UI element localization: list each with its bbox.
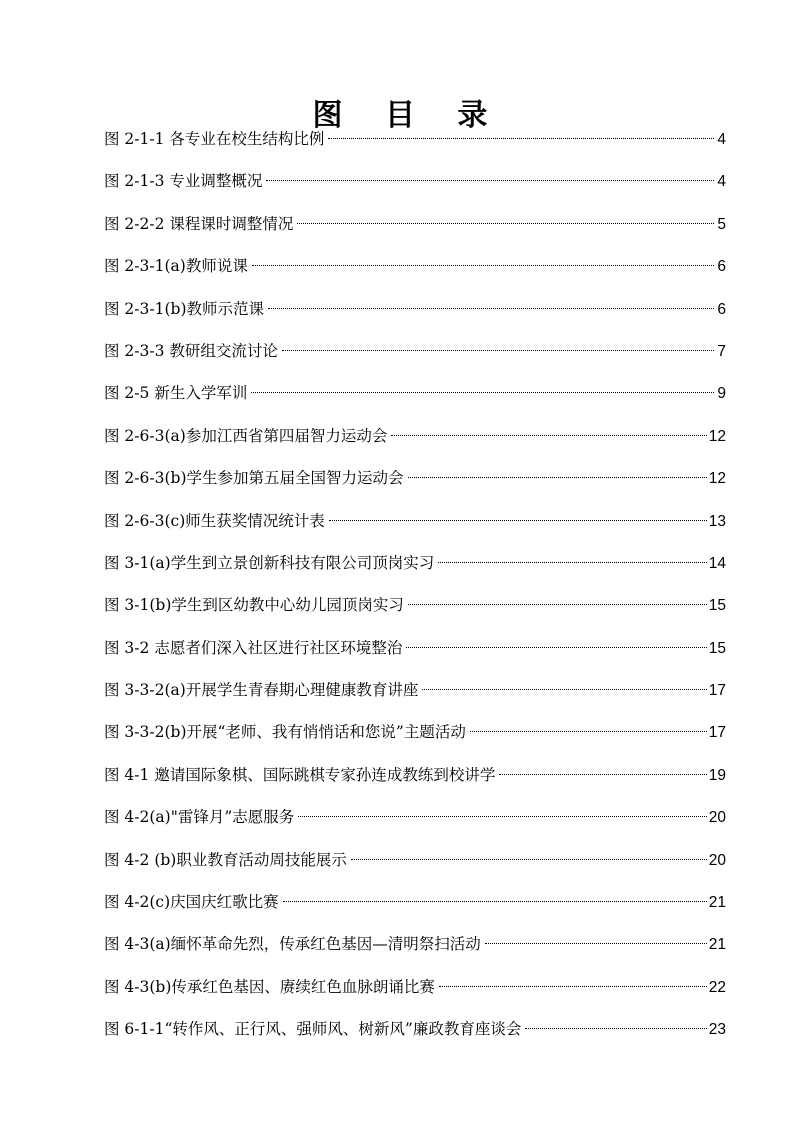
toc-entry-title: 图 2-3-1(a)教师说课	[104, 257, 248, 276]
toc-entry-title: 图 3-3-2(b)开展“老师、我有悄悄话和您说”主题活动	[104, 723, 466, 742]
toc-entry-page-number: 20	[708, 809, 726, 827]
toc-entry-page-number: 23	[708, 1021, 726, 1039]
dot-leader	[351, 859, 707, 860]
dot-leader	[328, 138, 714, 139]
toc-entry-page-number: 13	[708, 512, 726, 530]
toc-entry[interactable]	[104, 846, 726, 888]
dot-leader	[408, 604, 707, 605]
toc-entry-page-number: 9	[717, 385, 726, 403]
toc-entry[interactable]	[104, 761, 726, 803]
toc-entry[interactable]	[104, 167, 726, 209]
toc-entry-title: 图 4-3(a)缅怀革命先烈，传承红色基因—清明祭扫活动	[104, 935, 481, 954]
toc-entry[interactable]	[104, 1015, 726, 1057]
toc-entry-page-number: 4	[717, 173, 726, 191]
toc-entry-page-number: 15	[708, 639, 726, 657]
dot-leader	[406, 647, 706, 648]
toc-entry-page-number: 12	[708, 427, 726, 445]
dot-leader	[470, 731, 707, 732]
dot-leader	[298, 816, 706, 817]
toc-entry-page-number: 6	[717, 300, 726, 318]
toc-entry-page-number: 4	[717, 131, 726, 148]
dot-leader	[266, 180, 714, 181]
toc-entry-title: 图 4-2(a)"雷锋月”志愿服务	[104, 808, 295, 827]
toc-entry[interactable]	[104, 125, 726, 167]
dot-leader	[329, 520, 707, 521]
dot-leader	[283, 901, 707, 902]
toc-entry-title: 图 2-2-2 课程课时调整情况	[104, 214, 294, 233]
toc-entry[interactable]	[104, 549, 726, 591]
dot-leader	[391, 435, 706, 436]
toc-entry-title: 图 2-1-1 各专业在校生结构比例	[104, 130, 325, 148]
toc-entry[interactable]	[104, 295, 726, 337]
toc-entry[interactable]	[104, 888, 726, 930]
toc-entry-title: 图 2-1-3 专业调整概况	[104, 172, 263, 191]
toc-entry[interactable]	[104, 464, 726, 506]
figure-list	[104, 125, 726, 1058]
toc-entry-page-number: 22	[708, 978, 726, 996]
toc-entry-title: 图 4-2(c)庆国庆红歌比赛	[104, 893, 279, 912]
toc-entry[interactable]	[104, 591, 726, 633]
toc-entry[interactable]	[104, 718, 726, 760]
dot-leader	[297, 223, 714, 224]
dot-leader	[282, 350, 714, 351]
toc-entry-title: 图 2-6-3(a)参加江西省第四届智力运动会	[104, 426, 388, 445]
toc-entry-page-number: 5	[717, 215, 726, 233]
toc-entry[interactable]	[104, 252, 726, 294]
toc-entry-title: 图 3-2 志愿者们深入社区进行社区环境整治	[104, 638, 403, 657]
dot-leader	[499, 774, 706, 775]
toc-entry-title: 图 2-5 新生入学军训	[104, 384, 248, 403]
dot-leader	[408, 477, 707, 478]
toc-entry-title: 图 3-3-2(a)开展学生青春期心理健康教育讲座	[104, 681, 419, 700]
dot-leader	[485, 943, 707, 944]
toc-entry-page-number: 6	[717, 258, 726, 276]
dot-leader	[251, 392, 714, 393]
toc-entry[interactable]	[104, 676, 726, 718]
dot-leader	[422, 689, 706, 690]
toc-entry[interactable]	[104, 930, 726, 972]
toc-entry-page-number: 19	[708, 766, 726, 784]
toc-entry-page-number: 15	[708, 597, 726, 615]
toc-entry-page-number: 7	[717, 342, 726, 360]
toc-entry-title: 图 2-6-3(b)学生参加第五届全国智力运动会	[104, 469, 404, 488]
toc-entry[interactable]	[104, 803, 726, 845]
toc-entry-page-number: 17	[708, 724, 726, 742]
toc-entry-title: 图 4-3(b)传承红色基因、赓续红色血脉朗诵比赛	[104, 977, 435, 996]
dot-leader	[525, 1028, 706, 1029]
dot-leader	[252, 265, 714, 266]
toc-entry-title: 图 6-1-1“转作风、正行风、强师风、树新风”廉政教育座谈会	[104, 1020, 522, 1039]
toc-entry[interactable]	[104, 210, 726, 252]
toc-entry-title: 图 2-3-3 教研组交流讨论	[104, 341, 278, 360]
dot-leader	[438, 562, 707, 563]
toc-entry-title: 图 2-3-1(b)教师示范课	[104, 299, 265, 318]
toc-entry-title: 图 2-6-3(c)师生获奖情况统计表	[104, 511, 325, 530]
toc-entry-page-number: 14	[708, 554, 726, 572]
toc-entry[interactable]	[104, 379, 726, 421]
toc-entry[interactable]	[104, 507, 726, 549]
toc-entry[interactable]	[104, 337, 726, 379]
dot-leader	[439, 986, 707, 987]
toc-entry-page-number: 17	[708, 682, 726, 700]
toc-entry-page-number: 21	[708, 894, 726, 912]
toc-entry-title: 图 4-2 (b)职业教育活动周技能展示	[104, 850, 347, 869]
toc-entry-page-number: 20	[708, 851, 726, 869]
page-title: 图 目 录	[312, 98, 504, 134]
toc-entry[interactable]	[104, 422, 726, 464]
toc-entry-page-number: 12	[708, 470, 726, 488]
toc-entry-page-number: 21	[708, 936, 726, 954]
toc-entry-title: 图 4-1 邀请国际象棋、国际跳棋专家孙连成教练到校讲学	[104, 765, 496, 784]
toc-entry-title: 图 3-1(a)学生到立景创新科技有限公司顶岗实习	[104, 553, 435, 572]
toc-entry[interactable]	[104, 634, 726, 676]
toc-entry[interactable]	[104, 973, 726, 1015]
dot-leader	[268, 308, 714, 309]
toc-entry-title: 图 3-1(b)学生到区幼教中心幼儿园顶岗实习	[104, 596, 404, 615]
